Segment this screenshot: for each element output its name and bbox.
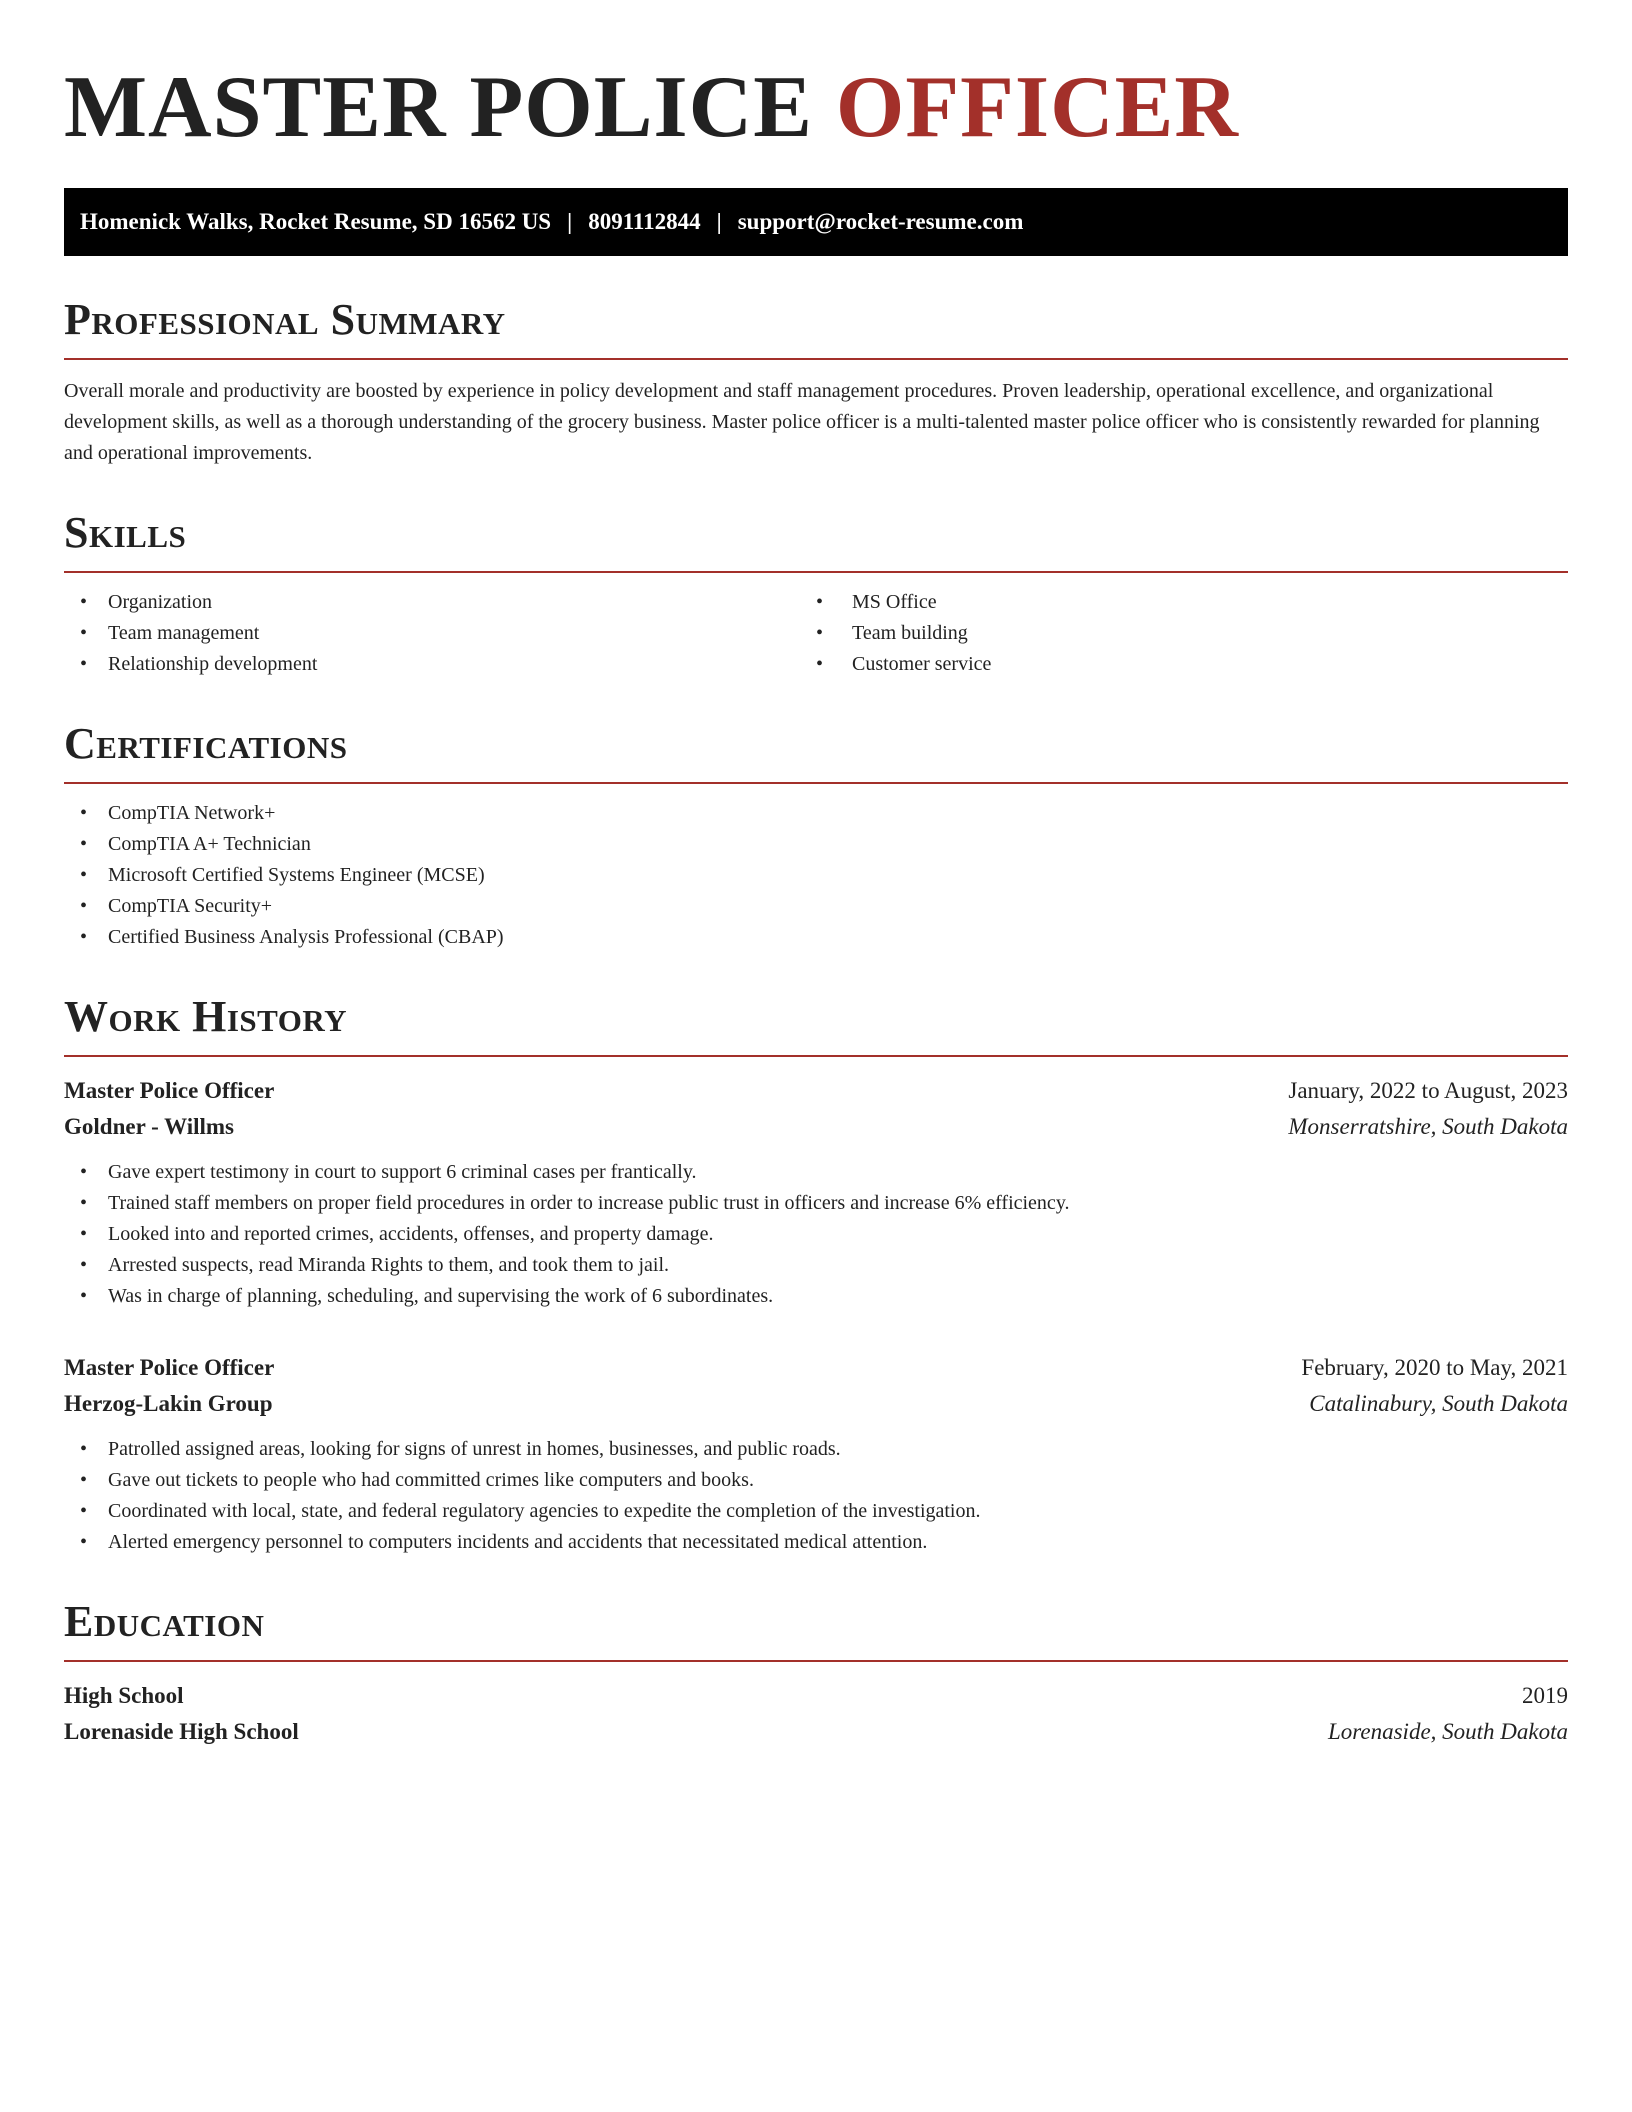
job-bullets bbox=[64, 1157, 1568, 1312]
certification-item: • Certified Business Analysis Professional (CBAP) bbox=[64, 922, 1568, 953]
contact-bar bbox=[64, 188, 1568, 256]
job-dates: February, 2020 to May, 2021 bbox=[1301, 1355, 1568, 1380]
job-bullets bbox=[64, 1434, 1568, 1558]
job-bullet: • Coordinated with local, state, and federal regulatory agencies to expedite the completion of the investigation. bbox=[64, 1496, 1568, 1527]
job-bullet: • Patrolled assigned areas, looking for signs of unrest in homes, businesses, and public roads. bbox=[64, 1434, 1568, 1465]
education-degree: High School bbox=[64, 1683, 184, 1708]
skill-item: • Relationship development bbox=[64, 649, 816, 680]
skill-item: • Team building bbox=[816, 618, 1568, 649]
job-header-row bbox=[64, 1073, 1568, 1109]
work-history-heading: Work History bbox=[64, 992, 348, 1041]
job-location: Catalinabury, South Dakota bbox=[1309, 1391, 1568, 1416]
job-entry bbox=[64, 1073, 1568, 1312]
contact-address: Homenick Walks, Rocket Resume, SD 16562 US bbox=[80, 209, 552, 234]
job-bullet: • Gave out tickets to people who had committed crimes like computers and books. bbox=[64, 1465, 1568, 1496]
certification-item: • CompTIA Security+ bbox=[64, 891, 1568, 922]
education-year: 2019 bbox=[1522, 1683, 1568, 1708]
skills-grid bbox=[64, 587, 1568, 680]
certification-item: • Microsoft Certified Systems Engineer (MCSE) bbox=[64, 860, 1568, 891]
summary-text: Overall morale and productivity are boosted by experience in policy development and staff management procedures. Proven leadership, operational excellence, and organizational development skills, as well as a thorough understanding of the grocery business. Master police officer is a multi-talented master police officer who is consistently rewarded for planning and operational improvements. bbox=[64, 380, 1540, 464]
skill-item: • Organization bbox=[64, 587, 816, 618]
certifications-heading: Certifications bbox=[64, 719, 348, 768]
summary-heading: Professional Summary bbox=[64, 295, 506, 344]
job-bullet: • Alerted emergency personnel to computers incidents and accidents that necessitated medical attention. bbox=[64, 1527, 1568, 1558]
education-entry bbox=[64, 1678, 1568, 1750]
education-section bbox=[64, 1597, 1568, 1750]
certifications-section bbox=[64, 719, 1568, 953]
contact-email: support@rocket-resume.com bbox=[737, 209, 1024, 234]
job-title: Master Police Officer bbox=[64, 1078, 275, 1103]
section-divider bbox=[64, 358, 1568, 360]
summary-section bbox=[64, 295, 1568, 469]
section-divider bbox=[64, 571, 1568, 573]
skills-left-list bbox=[64, 587, 816, 680]
certifications-list bbox=[64, 798, 1568, 953]
job-location: Monserratshire, South Dakota bbox=[1288, 1114, 1568, 1139]
title-accent: OFFICER bbox=[835, 59, 1239, 156]
job-entry bbox=[64, 1350, 1568, 1558]
skill-item: • MS Office bbox=[816, 587, 1568, 618]
job-company-row bbox=[64, 1386, 1568, 1422]
job-company: Goldner - Willms bbox=[64, 1114, 234, 1139]
education-school-row bbox=[64, 1714, 1568, 1750]
skills-section bbox=[64, 508, 1568, 680]
section-divider bbox=[64, 1055, 1568, 1057]
education-header-row bbox=[64, 1678, 1568, 1714]
education-school: Lorenaside High School bbox=[64, 1719, 299, 1744]
job-header-row bbox=[64, 1350, 1568, 1386]
education-location: Lorenaside, South Dakota bbox=[1328, 1719, 1568, 1744]
section-divider bbox=[64, 1660, 1568, 1662]
job-bullet: • Looked into and reported crimes, accidents, offenses, and property damage. bbox=[64, 1219, 1568, 1250]
contact-separator: | bbox=[567, 209, 573, 234]
job-bullet: • Trained staff members on proper field procedures in order to increase public trust in officers and increase 6% efficiency. bbox=[64, 1188, 1568, 1219]
skill-item: • Customer service bbox=[816, 649, 1568, 680]
job-company-row bbox=[64, 1109, 1568, 1145]
certification-item: • CompTIA A+ Technician bbox=[64, 829, 1568, 860]
title-main: MASTER POLICE bbox=[64, 59, 813, 156]
work-history-section bbox=[64, 992, 1568, 1558]
skill-item: • Team management bbox=[64, 618, 816, 649]
job-company: Herzog-Lakin Group bbox=[64, 1391, 273, 1416]
job-dates: January, 2022 to August, 2023 bbox=[1288, 1078, 1568, 1103]
job-bullet: • Arrested suspects, read Miranda Rights to them, and took them to jail. bbox=[64, 1250, 1568, 1281]
resume-title bbox=[64, 59, 1568, 156]
job-bullet: • Was in charge of planning, scheduling, and supervising the work of 6 subordinates. bbox=[64, 1281, 1568, 1312]
certification-item: • CompTIA Network+ bbox=[64, 798, 1568, 829]
section-divider bbox=[64, 782, 1568, 784]
contact-separator: | bbox=[716, 209, 722, 234]
education-heading: Education bbox=[64, 1597, 265, 1646]
job-title: Master Police Officer bbox=[64, 1355, 275, 1380]
contact-phone: 8091112844 bbox=[588, 209, 701, 234]
job-bullet: • Gave expert testimony in court to support 6 criminal cases per frantically. bbox=[64, 1157, 1568, 1188]
skills-heading: Skills bbox=[64, 508, 187, 557]
skills-right-list bbox=[816, 587, 1568, 680]
